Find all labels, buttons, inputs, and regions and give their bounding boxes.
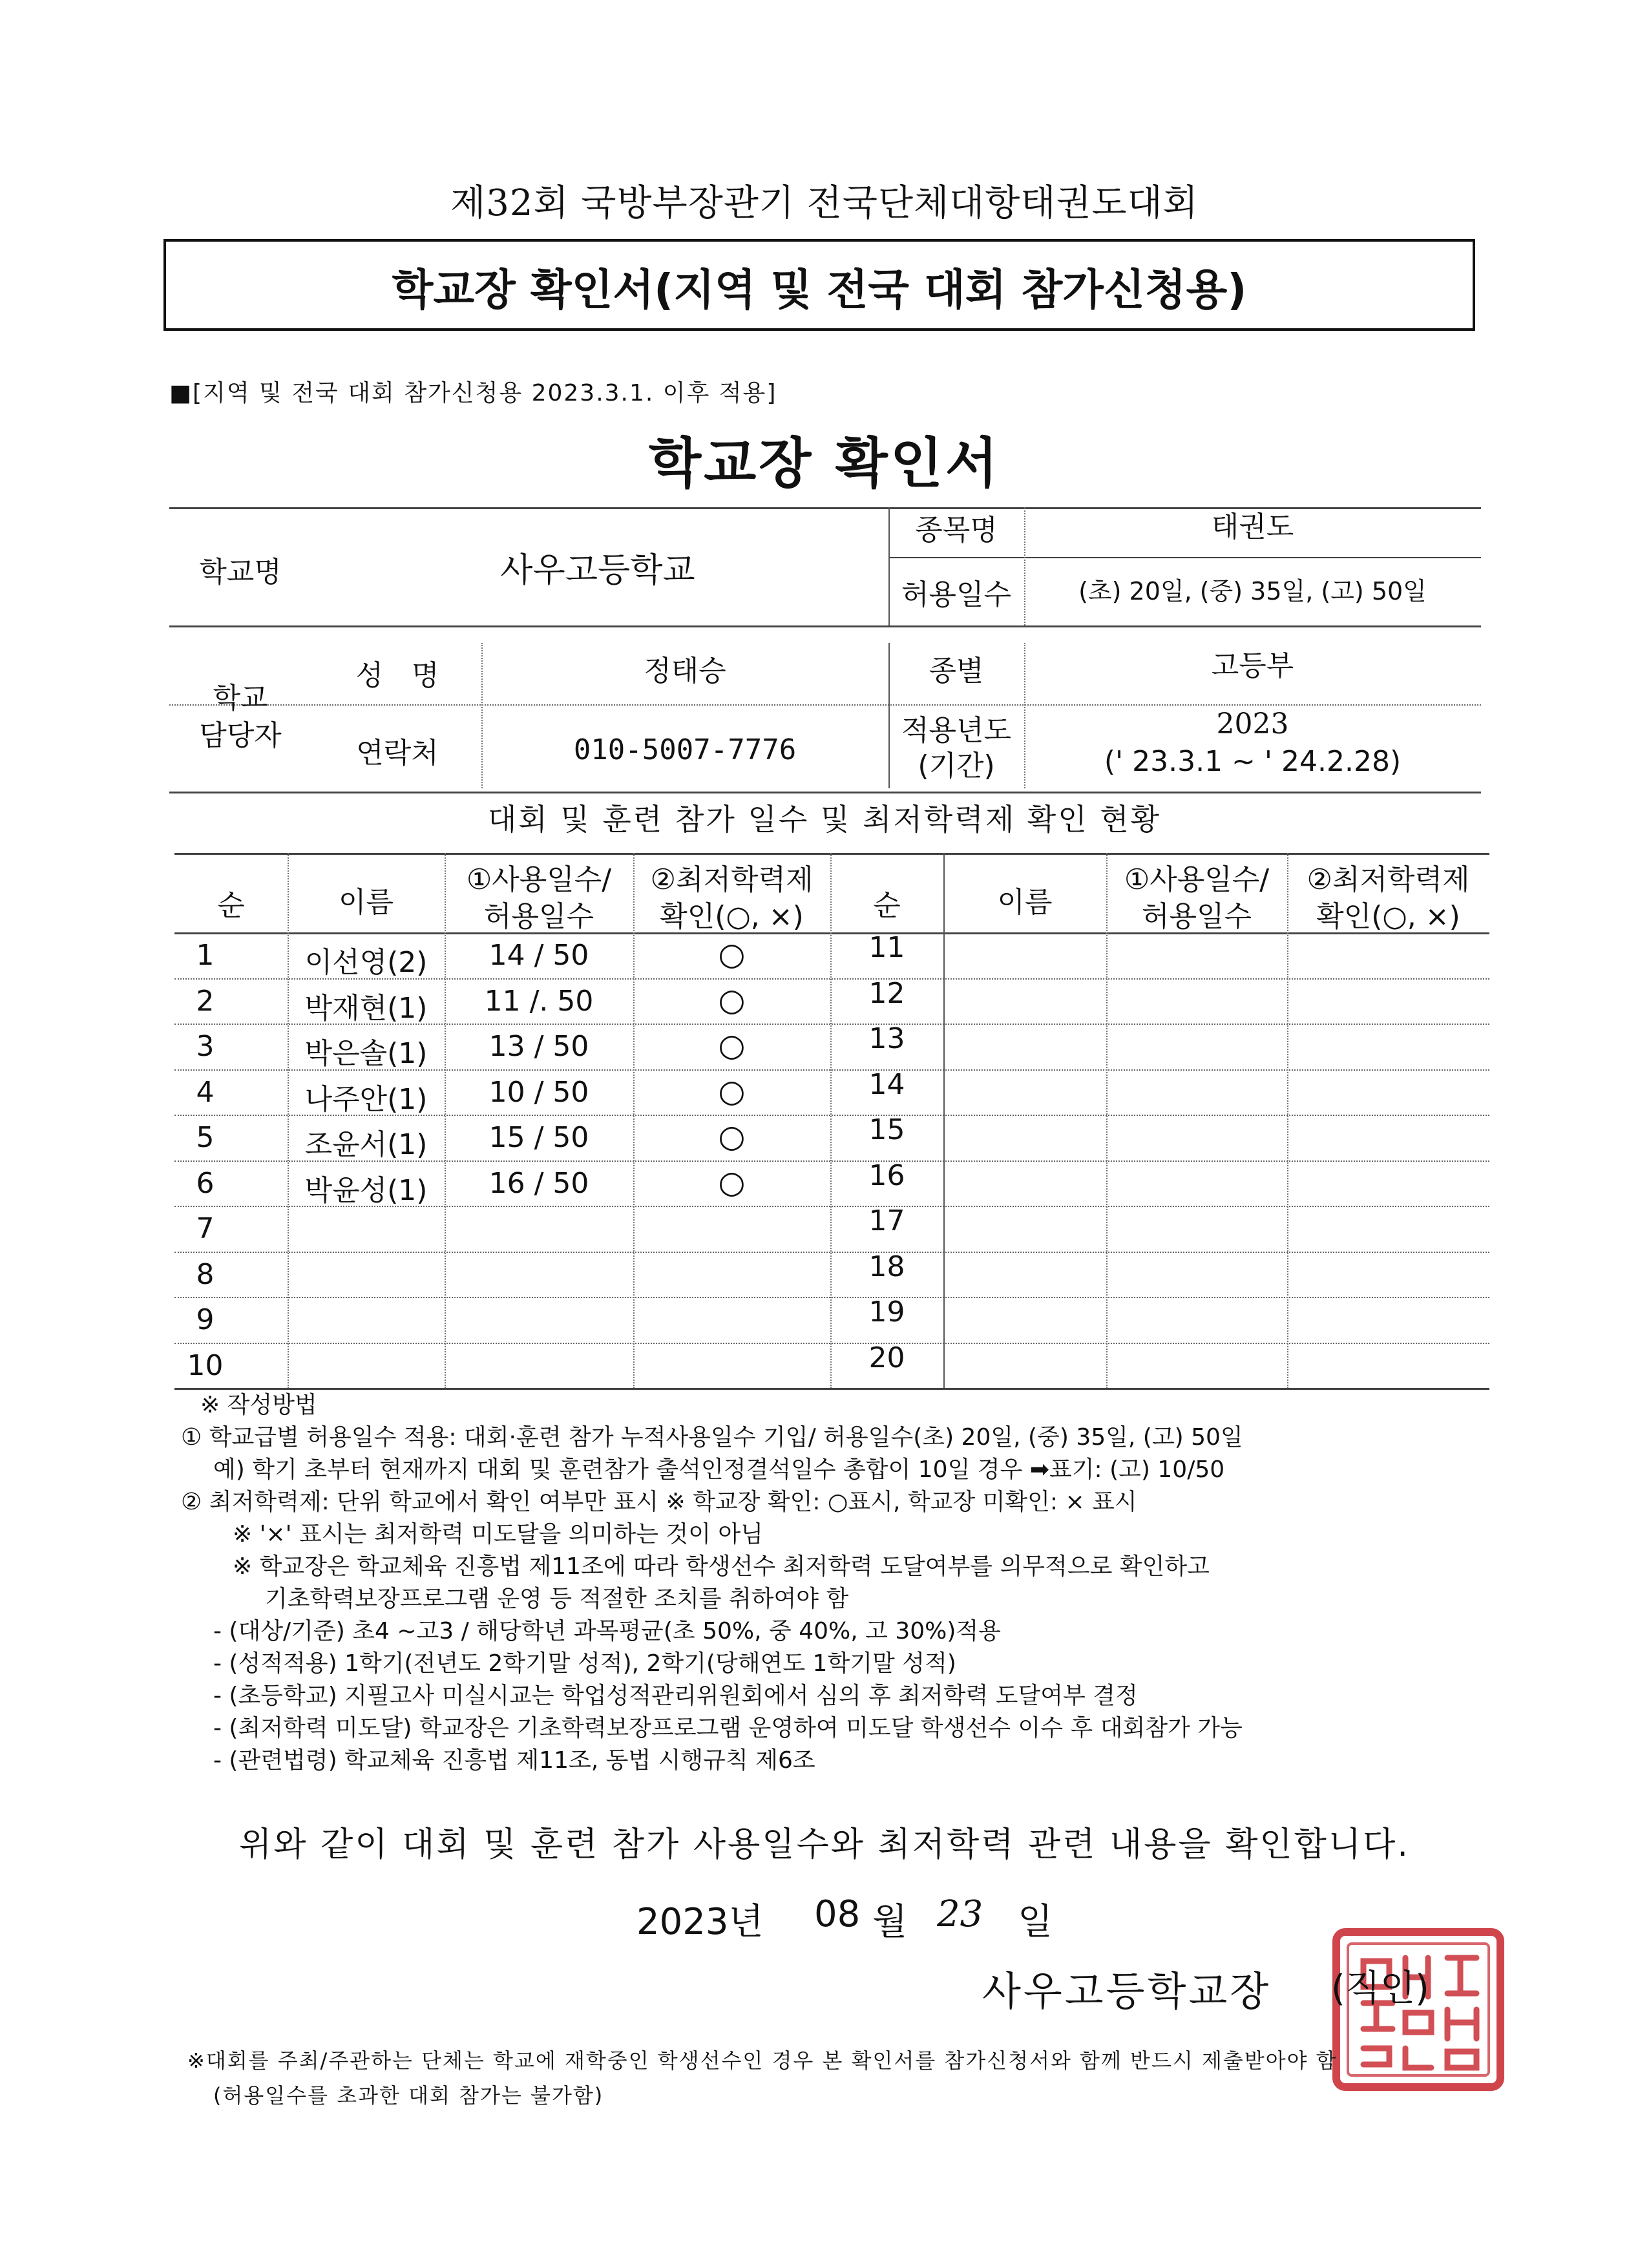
allowed-days-label: 허용일수: [901, 578, 1011, 611]
date-day: 23: [937, 1893, 983, 1935]
row-number: 5: [196, 1121, 215, 1154]
contact-value: 010-5007-7776: [573, 733, 797, 766]
row-number: 8: [196, 1257, 215, 1291]
row-number: 13: [868, 1022, 905, 1055]
row-days: 15 / 50: [488, 1121, 589, 1154]
header-check: 확인(○, ×): [660, 900, 804, 933]
date-month-unit: 월: [872, 1901, 908, 1943]
category-label: 종별: [929, 655, 984, 688]
school-name-label: 학교명: [199, 556, 282, 589]
footer-note: [187, 2043, 1338, 2113]
row-check: ○: [718, 1027, 746, 1064]
contact-label: 연락처: [356, 737, 439, 770]
header-name: 이름: [338, 886, 394, 919]
allowed-days: (초) 20일, (중) 35일, (고) 50일: [1078, 577, 1427, 605]
year-label: (기간): [918, 750, 995, 782]
section-title: 대회 및 훈련 참가 일수 및 최저학력제 확인 현황: [487, 802, 1162, 837]
rule: [169, 625, 1481, 627]
row-name: 조윤서(1): [304, 1128, 428, 1161]
header-check: ②최저학력제: [1307, 863, 1470, 896]
table-rule: [288, 853, 289, 1388]
row-name: 박재현(1): [304, 991, 428, 1025]
year-label: 적용년도: [901, 714, 1011, 747]
note-line: ① 학교급별 허용일수 적용: 대회·훈련 참가 누적사용일수 기입/ 허용일수(초) 20일, (중) 35일, (고) 50일: [181, 1424, 1243, 1451]
row-number: 17: [868, 1204, 905, 1237]
row-number: 15: [868, 1113, 905, 1146]
manager-label: 담당자: [199, 719, 282, 752]
header-days: 허용일수: [1141, 900, 1252, 933]
rule: [169, 792, 1481, 793]
row-check: ○: [718, 982, 746, 1018]
note-line: ※ 작성방법: [200, 1392, 317, 1418]
note-line: ※ 학교장은 학교체육 진흥법 제11조에 따라 학생선수 최저학력 도달여부를 의무적으로 확인하고: [233, 1553, 1210, 1580]
manager-name: 정태승: [644, 655, 726, 688]
row-number: 3: [196, 1030, 215, 1063]
event-label: 종목명: [915, 514, 998, 547]
table-rule: [943, 853, 945, 1388]
row-number: 14: [868, 1067, 905, 1101]
date-year: 2023년: [636, 1901, 764, 1943]
footer-line: (허용일수를 초과한 대회 참가는 불가함): [213, 2083, 604, 2108]
header-days: 허용일수: [483, 900, 594, 933]
row-check: ○: [718, 936, 746, 972]
note-line: - (초등학교) 지필고사 미실시교는 학업성적관리위원회에서 심의 후 최저학력 도달여부 결정: [213, 1683, 1138, 1709]
header-no: 순: [217, 889, 245, 922]
table-rule: [174, 853, 1489, 855]
row-days: 10 / 50: [488, 1075, 589, 1109]
row-number: 18: [868, 1250, 905, 1283]
row-number: 10: [187, 1349, 224, 1382]
row-number: 4: [196, 1075, 215, 1109]
header-check: ②최저학력제: [650, 863, 814, 896]
writing-notes: [181, 1389, 1243, 1777]
note-line: - (성적적용) 1학기(전년도 2학기말 성적), 2학기(당해연도 1학기말 성적): [213, 1650, 956, 1677]
header-no: 순: [873, 889, 901, 922]
row-name: 박윤성(1): [304, 1173, 428, 1207]
event-value: 태권도: [1211, 510, 1294, 543]
date-month: 08: [814, 1893, 861, 1935]
confirm-statement: 위와 같이 대회 및 훈련 참가 사용일수와 최저학력 관련 내용을 확인합니다.: [239, 1825, 1410, 1864]
row-check: ○: [718, 1073, 746, 1109]
note-line: 기초학력보장프로그램 운영 등 적절한 조치를 취하여야 함: [265, 1586, 849, 1612]
row-days: 13 / 50: [488, 1030, 589, 1063]
name-label: 성 명: [355, 659, 439, 692]
period-value: (' 23.3.1 ~ ' 24.2.28): [1104, 745, 1402, 778]
rule: [888, 557, 1481, 558]
header-days: ①사용일수/: [466, 863, 612, 896]
row-number: 1: [196, 939, 215, 972]
footer-line: ※대회를 주최/주관하는 단체는 학교에 재학중인 학생선수인 경우 본 확인서를 참가신청서와 함께 반드시 제출받아야 함: [187, 2048, 1338, 2073]
row-number: 2: [196, 984, 215, 1018]
row-number: 12: [868, 976, 905, 1010]
row-name: 나주안(1): [304, 1082, 428, 1116]
header-check: 확인(○, ×): [1316, 900, 1460, 933]
row-days: 14 / 50: [488, 939, 589, 972]
note-line: - (대상/기준) 초4 ~고3 / 해당학년 과목평균(초 50%, 중 40%, 고 30%)적용: [213, 1618, 1001, 1644]
row-number: 9: [196, 1303, 215, 1336]
row-name: 이선영(2): [304, 946, 428, 979]
row-check: ○: [718, 1118, 746, 1155]
rule: [169, 507, 1481, 509]
seal-mark: (직인): [1331, 1968, 1429, 2010]
applied-note: ■[지역 및 전국 대회 참가신청용 2023.3.1. 이후 적용]: [169, 380, 777, 406]
boxed-title: 학교장 확인서(지역 및 전국 대회 참가신청용): [392, 265, 1247, 315]
note-line: - (관련법령) 학교체육 진흥법 제11조, 동법 시행규칙 제6조: [213, 1747, 815, 1774]
header-name: 이름: [997, 886, 1053, 919]
manager-label: 학교: [213, 682, 268, 715]
row-number: 19: [868, 1296, 905, 1328]
note-line: - (최저학력 미도달) 학교장은 기초학력보장프로그램 운영하여 미도달 학생선수 이수 후 대회참가 가능: [213, 1715, 1243, 1741]
event-title: 제32회 국방부장관기 전국단체대항태권도대회: [450, 182, 1199, 224]
row-check: ○: [718, 1164, 746, 1201]
category-value: 고등부: [1211, 649, 1294, 682]
school-principal: 사우고등학교장: [982, 1968, 1272, 2015]
year-value: 2023: [1216, 708, 1289, 740]
document-title: 학교장 확인서: [648, 432, 1001, 495]
row-number: 6: [196, 1166, 215, 1200]
row-number: 7: [196, 1212, 215, 1245]
row-number: 16: [868, 1159, 905, 1192]
row-days: 11 /. 50: [484, 984, 594, 1018]
note-line: 예) 학기 초부터 현재까지 대회 및 훈련참가 출석인정결석일수 총합이 10일 경우 ➡표기: (고) 10/50: [213, 1456, 1225, 1483]
rule: [169, 704, 1481, 706]
school-name: 사우고등학교: [500, 551, 695, 590]
row-number: 11: [868, 931, 905, 964]
note-line: ※ '×' 표시는 최저학력 미도달을 의미하는 것이 아님: [233, 1521, 763, 1548]
row-days: 16 / 50: [488, 1166, 589, 1200]
date-day-unit: 일: [1018, 1901, 1053, 1943]
row-name: 박은솔(1): [304, 1037, 428, 1070]
row-number: 20: [868, 1341, 905, 1374]
header-days: ①사용일수/: [1124, 863, 1270, 896]
note-line: ② 최저학력제: 단위 학교에서 확인 여부만 표시 ※ 학교장 확인: ○표시, 학교장 미확인: × 표시: [181, 1489, 1137, 1515]
